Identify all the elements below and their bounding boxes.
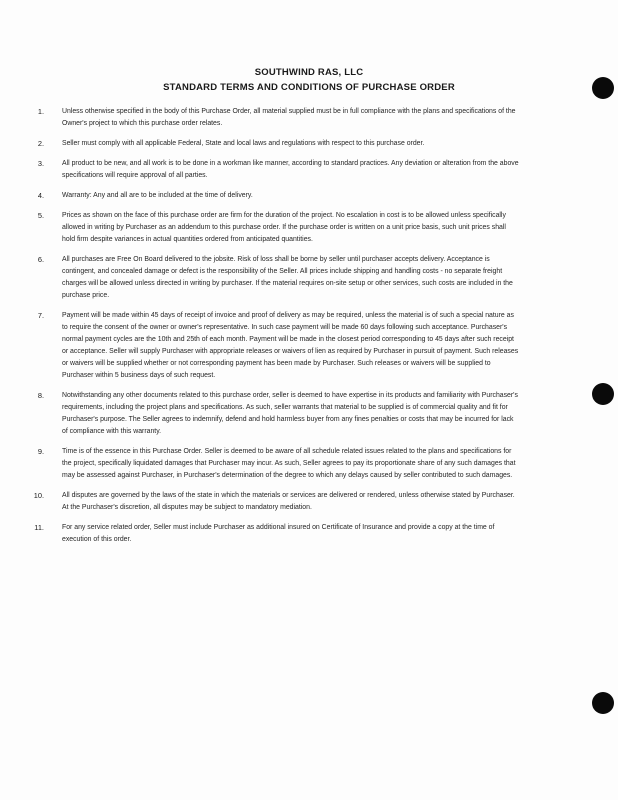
clause-number: 8. xyxy=(37,391,44,400)
clause-text: Unless otherwise specified in the body of this Purchase Order, all material supplied must be in full compliance with the plans and specifications of the Owner's project to which this purchase order relates. xyxy=(62,108,516,127)
terms-list xyxy=(28,106,520,554)
clause-number: 3. xyxy=(37,159,44,168)
clause-number: 10. xyxy=(33,491,44,500)
clause-number: 9. xyxy=(37,447,44,456)
punch-hole-middle xyxy=(592,383,614,405)
clause-text: Warranty: Any and all are to be included at the time of delivery. xyxy=(62,192,253,199)
clause-6 xyxy=(28,254,520,302)
clause-number: 5. xyxy=(37,211,44,220)
clause-text: All product to be new, and all work is to be done in a workman like manner, according to standard practices. Any deviation or alteration from the above specifications will require approval of all parties. xyxy=(62,160,519,179)
clause-4 xyxy=(28,190,520,202)
clause-text: Notwithstanding any other documents related to this purchase order, seller is deemed to have expertise in its products and familiarity with Purchaser's requirements, including the project plans and specifications. As such, seller warrants that material to be supplied is of commercial quality and fit for Purchaser's purpose. The Seller agrees to indemnify, defend and hold harmless buyer from any fines penalties or costs that may be incurred for lack of compliance with this warranty. xyxy=(62,392,518,435)
clause-11 xyxy=(28,522,520,546)
clause-10 xyxy=(28,490,520,514)
clause-number: 7. xyxy=(37,311,44,320)
clause-text: All disputes are governed by the laws of the state in which the materials or services are delivered or rendered, unless otherwise stated by Purchaser. At the Purchaser's discretion, all disputes may be subject to mandatory mediation. xyxy=(62,492,515,511)
clause-number: 11. xyxy=(34,523,44,532)
clause-9 xyxy=(28,446,520,482)
clause-5 xyxy=(28,210,520,246)
clause-text: All purchases are Free On Board delivered to the jobsite. Risk of loss shall be borne by seller until purchaser accepts delivery. Acceptance is contingent, and concealed damage or defect is the responsibility of the Seller. All prices include shipping and handling costs - no separate freight charges will be allowed unless directed in writing by purchaser. If the material requires on-site setup or other services, such costs are included in the purchase price. xyxy=(62,256,513,299)
clause-number: 6. xyxy=(37,255,44,264)
clause-text: Seller must comply with all applicable Federal, State and local laws and regulations with respect to this purchase order. xyxy=(62,140,425,147)
clause-text: Time is of the essence in this Purchase Order. Seller is deemed to be aware of all schedule related issues related to the plans and specifications for the project, specifically liquidated damages that Purchaser may incur. As such, Seller agrees to pay its proportionate share of any such damages that may be assessed against Purchaser, in Purchaser's determination of the degree to which any delays caused by seller contributed to such damages. xyxy=(62,448,516,479)
clause-3 xyxy=(28,158,520,182)
clause-7 xyxy=(28,310,520,382)
company-name: SOUTHWIND RAS, LLC xyxy=(254,67,364,78)
clause-1 xyxy=(28,106,520,130)
clause-8 xyxy=(28,390,520,438)
clause-number: 4. xyxy=(37,191,44,200)
clause-text: Prices as shown on the face of this purchase order are firm for the duration of the project. No escalation in cost is to be allowed unless specifically allowed in writing by Purchaser as an addendum to this purchase order. If the purchase order is written on a unit price basis, such unit prices shall hold firm despite variances in actual quantities ordered from anticipated quantities. xyxy=(62,212,506,243)
clause-number: 2. xyxy=(37,139,44,148)
punch-hole-bottom xyxy=(592,692,614,714)
clause-text: Payment will be made within 45 days of receipt of invoice and proof of delivery as may be required, unless the material is of such a special nature as to require the consent of the owner or owner's representative. In such case payment will be made 60 days following such acceptance. Purchaser's normal payment cycles are the 10th and 25th of each month. Payment will be made in the closest period corresponding to 45 days after such receipt or acceptance. Seller will supply Purchaser with appropriate releases or waivers of lien as required by Purchaser in pursuit of payment. Such releases or waivers will be supplied whether or not corresponding payment has been made by Purchaser. Such releases or waivers will be supplied to Purchaser within 5 business days of such request. xyxy=(62,312,519,379)
clause-2 xyxy=(28,138,520,150)
clause-text: For any service related order, Seller must include Purchaser as additional insured on Certificate of Insurance and provide a copy at the time of execution of this order. xyxy=(62,524,495,543)
document-title: STANDARD TERMS AND CONDITIONS OF PURCHASE ORDER xyxy=(163,82,455,93)
clause-number: 1. xyxy=(37,107,44,116)
